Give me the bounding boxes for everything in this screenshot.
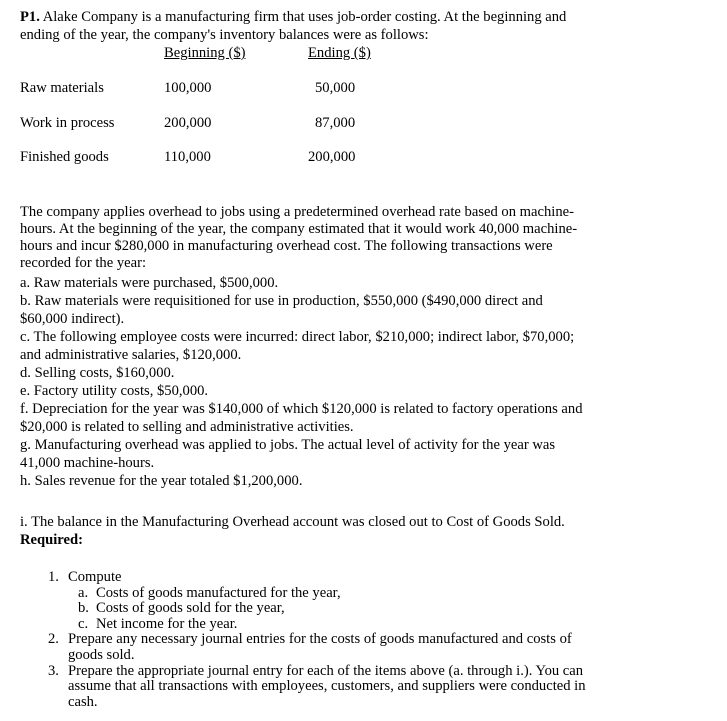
transaction-g: g. Manufacturing overhead was applied to jobs. The actual level of activity for the year was	[20, 437, 556, 453]
header-ending: Ending ($)	[308, 45, 371, 61]
intro-text-1: Alake Company is a manufacturing firm that uses job-order costing. At the beginning and	[39, 9, 567, 25]
transaction-d: d. Selling costs, $160,000.	[20, 365, 175, 381]
header-beginning: Beginning ($)	[164, 45, 246, 61]
transaction-h: h. Sales revenue for the year totaled $1,200,000.	[20, 473, 303, 489]
row-label-raw-materials: Raw materials	[20, 80, 104, 96]
row-label-finished-goods: Finished goods	[20, 149, 109, 165]
req-2-line2: goods sold.	[68, 647, 135, 663]
transaction-g-cont: 41,000 machine-hours.	[20, 455, 155, 471]
intro-line-1	[20, 9, 566, 26]
transaction-e: e. Factory utility costs, $50,000.	[20, 383, 209, 399]
req-3-line2: assume that all transactions with employees, customers, and suppliers were conducted in	[68, 678, 586, 695]
row-ending-finished-goods: 200,000	[308, 149, 356, 165]
transaction-b: b. Raw materials were requisitioned for use in production, $550,000 ($490,000 direct and	[20, 293, 543, 309]
req-1a-text: Costs of goods manufactured for the year,	[96, 584, 341, 601]
req-1a-letter: a.	[78, 584, 89, 601]
req-1-text: Compute	[68, 569, 122, 585]
transaction-a: a. Raw materials were purchased, $500,000.	[20, 275, 279, 291]
row-ending-work-in-process: 87,000	[315, 115, 356, 131]
transaction-c-cont: and administrative salaries, $120,000.	[20, 347, 242, 363]
overhead-line: hours and incur $280,000 in manufacturing overhead cost. The following transactions were	[20, 238, 553, 254]
overhead-line: The company applies overhead to jobs using a predetermined overhead rate based on machine-	[20, 204, 574, 220]
overhead-paragraph	[20, 204, 640, 272]
requirements-list	[48, 570, 648, 710]
req-1c-text: Net income for the year.	[96, 615, 238, 632]
required-heading: Required:	[20, 532, 83, 548]
overhead-line: hours. At the beginning of the year, the company estimated that it would work 40,000 machine-	[20, 221, 578, 237]
row-label-work-in-process: Work in process	[20, 115, 115, 131]
row-ending-raw-materials: 50,000	[315, 80, 356, 96]
overhead-line: recorded for the year:	[20, 255, 146, 271]
req-3-line3: cash.	[68, 693, 98, 710]
row-beginning-finished-goods: 110,000	[164, 149, 211, 165]
row-beginning-work-in-process: 200,000	[164, 115, 212, 131]
req-2-line1: Prepare any necessary journal entries for the costs of goods manufactured and costs of	[68, 631, 572, 648]
transaction-i: i. The balance in the Manufacturing Overhead account was closed out to Cost of Goods Sold.	[20, 514, 565, 530]
req-1-num: 1.	[48, 569, 59, 585]
row-beginning-raw-materials: 100,000	[164, 80, 212, 96]
transaction-c: c. The following employee costs were incurred: direct labor, $210,000; indirect labor, $70,000;	[20, 329, 575, 345]
req-1b-text: Costs of goods sold for the year,	[96, 600, 285, 617]
transactions-list	[20, 275, 660, 491]
req-1c-letter: c.	[78, 615, 89, 632]
req-3-line1: Prepare the appropriate journal entry for each of the items above (a. through i.). You can	[68, 662, 584, 679]
req-2-num: 2.	[48, 631, 59, 648]
transaction-f-cont: $20,000 is related to selling and administrative activities.	[20, 419, 354, 435]
req-3-num: 3.	[48, 662, 59, 679]
transaction-b-cont: $60,000 indirect).	[20, 311, 125, 327]
req-1b-letter: b.	[78, 600, 89, 617]
transaction-f: f. Depreciation for the year was $140,000 of which $120,000 is related to factory operations and	[20, 401, 583, 417]
problem-label: P1.	[20, 9, 40, 25]
intro-line-2: ending of the year, the company's inventory balances were as follows:	[20, 27, 429, 43]
